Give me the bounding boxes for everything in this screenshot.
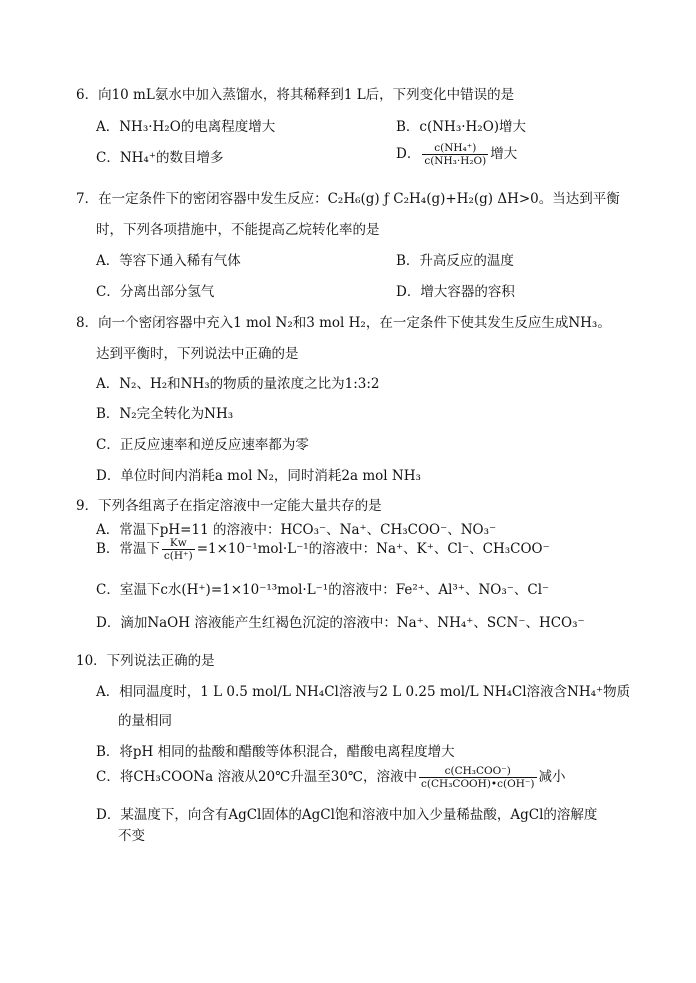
q10-option-c-fraction — [419, 765, 536, 790]
q9-option-b-fraction — [162, 537, 195, 562]
q8-stem: 8．向一个密闭容器中充入1 mol N₂和3 mol H₂，在一定条件下使其发生反应生成NH₃。 — [76, 315, 611, 331]
q6-option-d-suffix: 增大 — [490, 146, 518, 162]
q8-option-c: C．正反应速率和逆反应速率都为零 — [96, 437, 309, 453]
q9-option-a: A．常温下pH=11 的溶液中：HCO₃⁻、Na⁺、CH₃COO⁻、NO₃⁻ — [96, 522, 497, 538]
q6-option-b: B．c(NH₃·H₂O)增大 — [396, 119, 527, 135]
q7-option-a: A．等容下通入稀有气体 — [96, 253, 241, 269]
q10-option-d: D．某温度下，向含有AgCl固体的AgCl饱和溶液中加入少量稀盐酸，AgCl的溶解度 — [96, 807, 598, 823]
q10-option-c-prefix: C．将CH₃COONa 溶液从20℃升温至30℃，溶液中 — [96, 769, 418, 785]
q6-option-d-prefix: D． — [396, 146, 421, 162]
q9-stem: 9．下列各组离子在指定溶液中一定能大量共存的是 — [76, 498, 382, 514]
q9-option-b-suffix: =1×10⁻¹mol·L⁻¹的溶液中：Na⁺、K⁺、Cl⁻、CH₃COO⁻ — [196, 541, 550, 557]
q6-stem: 6．向10 mL氨水中加入蒸馏水，将其稀释到1 L后，下列变化中错误的是 — [76, 87, 515, 103]
q9-option-b-denominator: c(H⁺) — [163, 550, 193, 562]
q8-option-b: B．N₂完全转化为NH₃ — [96, 406, 234, 422]
q6-option-d-denominator: c(NH₃·H₂O) — [424, 155, 487, 167]
q7-stem-continued: 时，下列各项措施中，不能提高乙烷转化率的是 — [96, 222, 380, 238]
q7-stem: 7．在一定条件下的密闭容器中发生反应：C₂H₆(g) ƒ C₂H₄(g)+H₂(g) ΔH>0。当达到平衡 — [76, 191, 620, 207]
q6-option-d-numerator: c(NH₄⁺) — [434, 142, 477, 154]
q6-option-d — [396, 142, 517, 167]
q10-option-a-continued: 的量相同 — [118, 713, 172, 729]
q10-option-d-continued: 不变 — [118, 828, 145, 844]
q7-option-b: B．升高反应的温度 — [396, 253, 514, 269]
q10-option-c-suffix: 减小 — [538, 769, 566, 785]
q8-option-a: A．N₂、H₂和NH₃的物质的量浓度之比为1:3:2 — [96, 376, 380, 392]
q9-option-b-numerator: Kw — [169, 537, 187, 549]
q9-option-b-prefix: B．常温下 — [96, 541, 160, 557]
q10-option-c-denominator: c(CH₃COOH)•c(OH⁻) — [421, 778, 535, 790]
q10-option-b: B．将pH 相同的盐酸和醋酸等体积混合，醋酸电离程度增大 — [96, 744, 455, 760]
q7-option-c: C．分离出部分氢气 — [96, 284, 215, 300]
q9-option-c: C．室温下c水(H⁺)=1×10⁻¹³mol·L⁻¹的溶液中：Fe²⁺、Al³⁺、NO₃⁻、Cl⁻ — [96, 582, 550, 598]
q6-option-c: C．NH₄⁺的数目增多 — [96, 150, 224, 166]
q8-stem-continued: 达到平衡时，下列说法中正确的是 — [96, 346, 299, 362]
q6-option-d-fraction — [422, 142, 488, 167]
q10-option-a: A．相同温度时，1 L 0.5 mol/L NH₄Cl溶液与2 L 0.25 mol/L NH₄Cl溶液含NH₄⁺物质 — [96, 684, 631, 700]
q9-option-d: D．滴加NaOH 溶液能产生红褐色沉淀的溶液中：Na⁺、NH₄⁺、SCN⁻、HCO₃⁻ — [96, 615, 585, 631]
q6-option-a: A．NH₃·H₂O的电离程度增大 — [96, 119, 276, 135]
q9-option-b — [96, 537, 550, 562]
q10-stem: 10．下列说法正确的是 — [76, 653, 215, 669]
q10-option-c-numerator: c(CH₃COO⁻) — [444, 765, 511, 777]
q7-option-d: D．增大容器的容积 — [396, 284, 515, 300]
q10-option-c — [96, 765, 566, 790]
q8-option-d: D．单位时间内消耗a mol N₂，同时消耗2a mol NH₃ — [96, 468, 421, 484]
